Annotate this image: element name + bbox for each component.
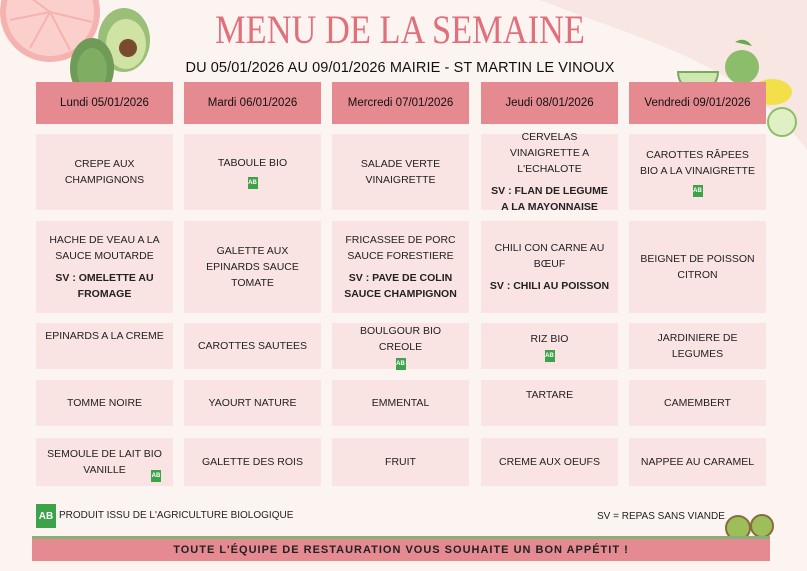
dish-label: CREME AUX OEUFS xyxy=(499,456,600,468)
menu-cell xyxy=(481,131,618,213)
dish-label: HACHE DE VEAU A LA SAUCE MOUTARDE xyxy=(49,234,160,262)
dish-label: CREPE AUX CHAMPIGNONS xyxy=(64,158,145,186)
bio-logo-icon: AB xyxy=(396,358,406,370)
bio-legend: PRODUIT ISSU DE L'AGRICULTURE BIOLOGIQUE xyxy=(59,510,294,521)
dish-label: TOMME NOIRE xyxy=(66,397,143,409)
day-header: Mardi 06/01/2026 xyxy=(184,82,321,124)
menu-cell xyxy=(36,134,173,210)
sv-alternative: SV : OMELETTE AU FROMAGE xyxy=(55,272,154,300)
menu-cell xyxy=(36,221,173,313)
dish-label: TABOULE BIO xyxy=(217,157,288,169)
menu-cell xyxy=(629,221,766,313)
menu-cell xyxy=(629,134,766,210)
menu-cell xyxy=(629,380,766,426)
day-header: Jeudi 08/01/2026 xyxy=(481,82,618,124)
dish-label: CERVELAS VINAIGRETTE A L'ECHALOTE xyxy=(509,131,590,175)
menu-cell xyxy=(481,221,618,313)
day-header: Vendredi 09/01/2026 xyxy=(629,82,766,124)
dish-label: SEMOULE DE LAIT BIO VANILLE xyxy=(47,448,162,476)
dish-label: GALETTE AUX EPINARDS SAUCE TOMATE xyxy=(206,245,299,289)
menu-cell xyxy=(481,323,618,369)
dish-label: EPINARDS A LA CREME xyxy=(45,330,164,342)
dish-label: YAOURT NATURE xyxy=(208,397,297,409)
menu-cell xyxy=(629,323,766,369)
sv-alternative: SV : PAVE DE COLIN SAUCE CHAMPIGNON xyxy=(344,272,457,300)
dish-label: SALADE VERTE VINAIGRETTE xyxy=(360,158,441,186)
day-header: Mercredi 07/01/2026 xyxy=(332,82,469,124)
bio-logo-icon: AB xyxy=(151,470,161,482)
menu-cell xyxy=(332,438,469,486)
menu-cell xyxy=(332,134,469,210)
menu-cell xyxy=(184,380,321,426)
menu-cell xyxy=(36,323,173,369)
bio-logo-icon: AB xyxy=(248,177,258,189)
sv-alternative: SV : FLAN DE LEGUME A LA MAYONNAISE xyxy=(491,185,608,213)
menu-cell xyxy=(332,221,469,313)
dish-label: CAMEMBERT xyxy=(664,397,731,409)
bio-logo-icon: AB xyxy=(36,504,56,528)
menu-cell xyxy=(332,380,469,426)
menu-cell xyxy=(184,438,321,486)
date-range: DU 05/01/2026 AU 09/01/2026 MAIRIE - ST MARTIN LE VINOUX xyxy=(185,60,615,76)
dish-label: BOULGOUR BIO CREOLE xyxy=(359,324,442,353)
footer-banner: TOUTE L'ÉQUIPE DE RESTAURATION VOUS SOUHAITE UN BON APPÉTIT ! xyxy=(32,536,770,561)
dish-label: CHILI CON CARNE AU BŒUF xyxy=(494,242,605,270)
menu-cell xyxy=(332,323,469,369)
menu-cell xyxy=(184,323,321,369)
dish-label: TARTARE xyxy=(525,389,574,401)
menu-cell xyxy=(36,438,173,486)
sv-legend: SV = REPAS SANS VIANDE xyxy=(597,511,725,522)
sv-alternative: SV : CHILI AU POISSON xyxy=(489,280,610,292)
dish-label: BEIGNET DE POISSON CITRON xyxy=(640,253,755,281)
bio-logo-icon: AB xyxy=(545,350,555,362)
dish-label: CAROTTES RÂPEES BIO A LA VINAIGRETTE xyxy=(640,149,755,177)
bio-logo-icon: AB xyxy=(693,185,703,197)
dish-label: NAPPEE AU CARAMEL xyxy=(640,456,755,468)
dish-label: FRUIT xyxy=(385,456,416,468)
dish-label: GALETTE DES ROIS xyxy=(202,456,303,468)
menu-cell xyxy=(184,134,321,210)
dish-label: FRICASSEE DE PORC SAUCE FORESTIERE xyxy=(345,234,456,262)
menu-cell xyxy=(184,221,321,313)
dish-label: EMMENTAL xyxy=(371,397,430,409)
menu-cell xyxy=(36,380,173,426)
page-title: MENU DE LA SEMAINE xyxy=(215,7,585,52)
menu-cell xyxy=(629,438,766,486)
dish-label: JARDINIERE DE LEGUMES xyxy=(657,332,738,360)
dish-label: CAROTTES SAUTEES xyxy=(197,340,308,352)
menu-cell xyxy=(481,380,618,426)
dish-label: RIZ BIO xyxy=(530,332,569,345)
menu-cell xyxy=(481,438,618,486)
day-header: Lundi 05/01/2026 xyxy=(36,82,173,124)
